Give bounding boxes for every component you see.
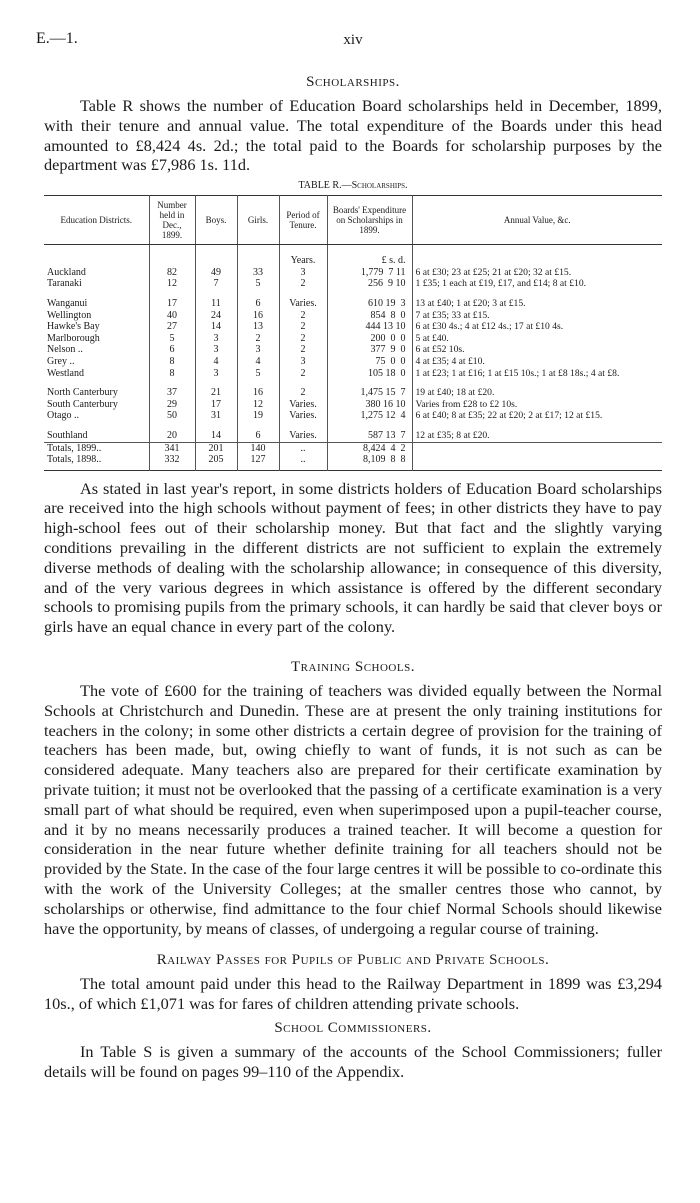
heading-railway: Railway Passes for Pupils of Public and Private Schools.: [156, 952, 550, 969]
district-name: Taranaki: [47, 278, 82, 290]
expenditure-cell: 75 0 0: [327, 356, 412, 368]
held-cell: 341: [149, 442, 195, 454]
district-name: Southland: [47, 429, 88, 441]
table-row: [44, 399, 662, 411]
annual-value-cell: 6 at £52 10s.: [415, 344, 465, 356]
paragraph-commissioners: In Table S is given a summary of the accounts of the School Commissioners; fuller details will be found on pages 99–110 of the Appendix.: [44, 1042, 662, 1081]
tenure-cell: 2: [279, 333, 327, 345]
boys-cell: 49: [195, 267, 237, 279]
tenure-unit: Years.: [279, 255, 327, 267]
expenditure-cell: 380 16 10: [327, 399, 412, 411]
annual-value-cell: 1 at £23; 1 at £16; 1 at £15 10s.; 1 at £8 18s.; 4 at £8.: [415, 367, 620, 379]
expenditure-cell: 256 9 10: [327, 278, 412, 290]
col-boys: Boys.: [195, 196, 237, 245]
heading-scholarships: Scholarships.: [306, 74, 400, 90]
boys-cell: 11: [195, 298, 237, 310]
girls-cell: 6: [237, 430, 279, 442]
table-row: [44, 310, 662, 322]
district-cell: [44, 278, 149, 290]
district-name: Auckland: [47, 266, 86, 278]
table-row: [44, 410, 662, 422]
boys-cell: 14: [195, 430, 237, 442]
expenditure-cell: 1,779 7 11: [327, 267, 412, 279]
held-cell: 17: [149, 298, 195, 310]
district-name: Totals, 1898..: [47, 454, 102, 466]
boys-cell: 3: [195, 368, 237, 380]
col-held: Number held in Dec., 1899.: [149, 196, 195, 245]
district-name: Nelson ..: [47, 344, 83, 356]
expenditure-cell: 200 0 0: [327, 333, 412, 345]
held-cell: 37: [149, 387, 195, 399]
girls-cell: 6: [237, 298, 279, 310]
held-cell: 8: [149, 368, 195, 380]
annual-value-cell: 7 at £35; 33 at £15.: [415, 309, 490, 321]
annual-value-cell: 1 £35; 1 each at £19, £17, and £14; 8 at £10.: [415, 278, 587, 290]
table-row: [44, 278, 662, 290]
totals-row: [44, 442, 662, 454]
tenure-cell: 2: [279, 278, 327, 290]
held-cell: 8: [149, 356, 195, 368]
col-tenure: Period of Tenure.: [279, 196, 327, 245]
table-row: [44, 344, 662, 356]
boys-cell: 201: [195, 442, 237, 454]
girls-cell: 16: [237, 387, 279, 399]
district-cell: [44, 321, 149, 333]
col-expenditure: Boards' Expenditure on Scholarships in 1899.: [327, 196, 412, 245]
scholarships-table: [44, 195, 662, 471]
boys-cell: 4: [195, 356, 237, 368]
expenditure-unit: £ s. d.: [327, 255, 412, 267]
table-row: [44, 298, 662, 310]
tenure-cell: 2: [279, 321, 327, 333]
held-cell: 27: [149, 321, 195, 333]
girls-cell: 4: [237, 356, 279, 368]
district-cell: [44, 344, 149, 356]
girls-cell: 127: [237, 454, 279, 470]
paragraph-railway: The total amount paid under this head to the Railway Department in 1899 was £3,294 10s., of which £1,071 was for fares of children attending private schools.: [44, 974, 662, 1014]
boys-cell: 24: [195, 310, 237, 322]
held-cell: 29: [149, 399, 195, 411]
paragraph-training: The vote of £600 for the training of teachers was divided equally between the Normal Schools at Christchurch and Dunedin. These are at present the only training institutions for teachers in the colony; in some other districts a certain degree of provision for the training of teachers has been made, but, owing chiefly to want of funds, it is not such as can be considered adequate. Many teachers also are prepared for their certificate examination by private tuition; it must not be overlooked that the passing of a certificate examination is a very small part of what should be required, even when superimposed upon a pupil-teacher course, and it by no means necessarily produces a trained teacher. It will become a question for consideration in the near future whether definite training for all teachers should not be provided by the State. In the case of the four large centres it will be possible to co-ordinate this with the work of the University Colleges; at the smaller centres those who cannot, by scholarships or otherwise, find admittance to the four chief Normal Schools should likewise have the opportunity, by means of classes, of undergoing a regular course of training.: [44, 681, 662, 938]
girls-cell: 33: [237, 267, 279, 279]
totals-row: [44, 454, 662, 470]
annual-value-cell: 12 at £35; 8 at £20.: [415, 429, 490, 441]
district-name: North Canterbury: [47, 387, 118, 399]
tenure-cell: 3: [279, 356, 327, 368]
held-cell: 332: [149, 454, 195, 470]
table-row: [44, 387, 662, 399]
district-cell: [44, 399, 149, 411]
expenditure-cell: 105 18 0: [327, 368, 412, 380]
boys-cell: 3: [195, 344, 237, 356]
tenure-cell: 2: [279, 387, 327, 399]
page-number: xiv: [343, 32, 363, 48]
district-name: Hawke's Bay: [47, 321, 100, 333]
district-name: Wanganui: [47, 297, 88, 309]
expenditure-cell: 444 13 10: [327, 321, 412, 333]
district-cell: [44, 430, 149, 442]
girls-cell: 140: [237, 442, 279, 454]
tenure-cell: Varies.: [279, 298, 327, 310]
tenure-cell: Varies.: [279, 410, 327, 422]
district-name: Wellington: [47, 309, 92, 321]
table-row: [44, 368, 662, 380]
district-name: Grey ..: [47, 355, 75, 367]
district-name: Otago ..: [47, 410, 79, 422]
district-cell: [44, 442, 149, 454]
units-row: [44, 255, 662, 267]
col-girls: Girls.: [237, 196, 279, 245]
girls-cell: 16: [237, 310, 279, 322]
tenure-cell: 2: [279, 344, 327, 356]
report-code: E.—1.: [36, 30, 78, 47]
document-page: [36, 0, 662, 1082]
boys-cell: 14: [195, 321, 237, 333]
girls-cell: 19: [237, 410, 279, 422]
district-cell: [44, 310, 149, 322]
table-header-row: [44, 196, 662, 245]
annual-value-cell: 6 at £40; 8 at £35; 22 at £20; 2 at £17; 12 at £15.: [415, 410, 603, 422]
district-name: Westland: [47, 367, 84, 379]
col-district: Education Districts.: [44, 196, 149, 245]
district-cell: [44, 387, 149, 399]
held-cell: 82: [149, 267, 195, 279]
boys-cell: 205: [195, 454, 237, 470]
annual-value-cell: 4 at £35; 4 at £10.: [415, 355, 485, 367]
tenure-cell: Varies.: [279, 430, 327, 442]
boys-cell: 21: [195, 387, 237, 399]
tenure-cell: ..: [279, 442, 327, 454]
tenure-cell: 2: [279, 310, 327, 322]
annual-value-cell: Varies from £28 to £2 10s.: [415, 398, 518, 410]
held-cell: 50: [149, 410, 195, 422]
annual-value-cell: 19 at £40; 18 at £20.: [415, 387, 495, 399]
expenditure-cell: 587 13 7: [327, 430, 412, 442]
district-name: South Canterbury: [47, 398, 118, 410]
expenditure-cell: 854 8 0: [327, 310, 412, 322]
held-cell: 6: [149, 344, 195, 356]
expenditure-cell: 1,275 12 4: [327, 410, 412, 422]
held-cell: 5: [149, 333, 195, 345]
expenditure-cell: 377 9 0: [327, 344, 412, 356]
boys-cell: 31: [195, 410, 237, 422]
annual-value-cell: [412, 442, 662, 454]
held-cell: 40: [149, 310, 195, 322]
table-row: [44, 356, 662, 368]
district-cell: [44, 267, 149, 279]
paragraph-scholarships: Table R shows the number of Education Board scholarships held in December, 1899, with their tenure and annual value. The total expenditure of the Boards under this head amounted to £8,424 4s. 2d.; the total paid to the Boards for scholarship purposes by the department was £7,986 1s. 11d.: [44, 96, 662, 175]
heading-training: Training Schools.: [291, 659, 415, 676]
tenure-cell: ..: [279, 454, 327, 470]
table-title: TABLE R.—Scholarships.: [298, 180, 408, 192]
table-row: [44, 430, 662, 442]
girls-cell: 13: [237, 321, 279, 333]
held-cell: 20: [149, 430, 195, 442]
tenure-cell: 2: [279, 368, 327, 380]
girls-cell: 5: [237, 368, 279, 380]
annual-value-cell: [412, 454, 662, 470]
district-name: Marlborough: [47, 332, 100, 344]
annual-value-cell: 6 at £30 4s.; 4 at £12 4s.; 17 at £10 4s.: [415, 321, 564, 333]
district-cell: [44, 333, 149, 345]
tenure-cell: 3: [279, 267, 327, 279]
boys-cell: 7: [195, 278, 237, 290]
expenditure-cell: 610 19 3: [327, 298, 412, 310]
table-row: [44, 321, 662, 333]
district-cell: [44, 356, 149, 368]
paragraph-after-table: As stated in last year's report, in some districts holders of Education Board scholarships are received into the high schools without payment of fees; in other districts they have to pay high-school fees out of their scholarship money. But that fact and the slightly varying conditions prevailing in the different districts are not sufficient to explain the extremely diverse methods of dealing with the scholarship allowance; in consequence of this diversity, and of the very various degrees in which assistance is offered by the different secondary schools to promising pupils from the primary schools, it can hardly be said that clever boys or girls have an equal chance in every part of the colony.: [44, 478, 662, 637]
annual-value-cell: 13 at £40; 1 at £20; 3 at £15.: [415, 297, 526, 309]
expenditure-cell: 8,424 4 2: [327, 442, 412, 454]
col-annual-value: Annual Value, &c.: [412, 196, 662, 245]
annual-value-cell: 6 at £30; 23 at £25; 21 at £20; 32 at £15.: [415, 266, 572, 278]
district-cell: [44, 368, 149, 380]
heading-commissioners: School Commissioners.: [274, 1020, 432, 1037]
held-cell: 12: [149, 278, 195, 290]
annual-value-cell: 5 at £40.: [415, 332, 449, 344]
girls-cell: 5: [237, 278, 279, 290]
table-row: [44, 267, 662, 279]
district-cell: [44, 410, 149, 422]
expenditure-cell: 1,475 15 7: [327, 387, 412, 399]
girls-cell: 12: [237, 399, 279, 411]
table-row: [44, 333, 662, 345]
district-cell: [44, 454, 149, 470]
page-header: [36, 0, 662, 56]
tenure-cell: Varies.: [279, 399, 327, 411]
girls-cell: 2: [237, 333, 279, 345]
boys-cell: 3: [195, 333, 237, 345]
boys-cell: 17: [195, 399, 237, 411]
girls-cell: 3: [237, 344, 279, 356]
district-cell: [44, 298, 149, 310]
expenditure-cell: 8,109 8 8: [327, 454, 412, 470]
district-name: Totals, 1899..: [47, 442, 102, 454]
